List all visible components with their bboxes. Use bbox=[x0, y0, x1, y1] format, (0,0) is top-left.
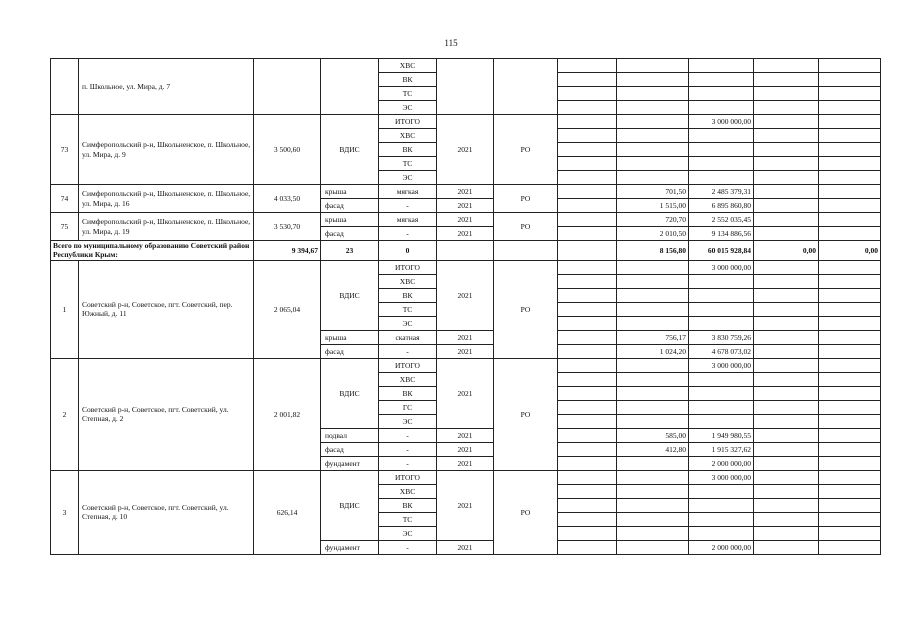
system-type-cell: ВК bbox=[379, 73, 437, 87]
system-type-cell: ТС bbox=[379, 512, 437, 526]
area-value-cell bbox=[617, 414, 689, 428]
area-value-cell bbox=[617, 101, 689, 115]
work-kind-cell: фундамент bbox=[321, 540, 379, 554]
extra-value-cell bbox=[754, 358, 819, 372]
row-number-cell: 73 bbox=[51, 115, 79, 185]
address-cell: Симферопольский р-н, Школьненское, п. Школьное, ул. Мира, д. 9 bbox=[79, 115, 254, 185]
extra-value-cell bbox=[819, 372, 881, 386]
blank-cell bbox=[558, 526, 617, 540]
address-cell: Симферопольский р-н, Школьненское, п. Школьное, ул. Мира, д. 16 bbox=[79, 185, 254, 213]
work-kind-cell: фасад bbox=[321, 227, 379, 241]
cost-value-cell bbox=[689, 302, 754, 316]
cost-value-cell bbox=[689, 372, 754, 386]
area-value-cell bbox=[617, 87, 689, 101]
method-cell: РО bbox=[494, 358, 558, 470]
area-value-cell bbox=[617, 274, 689, 288]
cost-value-cell bbox=[689, 414, 754, 428]
system-type-cell: - bbox=[379, 442, 437, 456]
extra-value-cell bbox=[754, 185, 819, 199]
extra-value-cell bbox=[819, 400, 881, 414]
cost-value-cell bbox=[689, 484, 754, 498]
year-cell: 2021 bbox=[437, 470, 494, 540]
blank-cell bbox=[558, 101, 617, 115]
year-cell: 2021 bbox=[437, 428, 494, 442]
building-area-cell: 2 001,82 bbox=[254, 358, 321, 470]
extra-value-cell bbox=[754, 498, 819, 512]
year-cell bbox=[437, 59, 494, 115]
blank-cell bbox=[558, 115, 617, 129]
extra-value-cell bbox=[754, 344, 819, 358]
blank-cell bbox=[558, 442, 617, 456]
system-type-cell: ЭС bbox=[379, 101, 437, 115]
extra-value-cell bbox=[819, 302, 881, 316]
system-type-cell: - bbox=[379, 540, 437, 554]
extra-value-cell bbox=[819, 101, 881, 115]
extra-value-cell bbox=[819, 484, 881, 498]
table-row bbox=[51, 213, 881, 227]
extra-value-cell bbox=[754, 512, 819, 526]
blank-cell bbox=[437, 241, 494, 261]
blank-cell bbox=[558, 484, 617, 498]
cost-value-cell bbox=[689, 59, 754, 73]
extra-value-cell bbox=[754, 540, 819, 554]
area-value-cell: 412,80 bbox=[617, 442, 689, 456]
page-number: 115 bbox=[444, 38, 458, 48]
system-type-cell: ЭС bbox=[379, 316, 437, 330]
blank-cell bbox=[558, 73, 617, 87]
table-row bbox=[51, 260, 881, 274]
blank-cell bbox=[558, 316, 617, 330]
cost-value-cell bbox=[689, 288, 754, 302]
work-kind-cell: фасад bbox=[321, 344, 379, 358]
system-type-cell: ВК bbox=[379, 288, 437, 302]
year-cell: 2021 bbox=[437, 260, 494, 330]
extra-value-cell bbox=[754, 372, 819, 386]
area-value-cell bbox=[617, 358, 689, 372]
total-zero-cell: 0 bbox=[379, 241, 437, 261]
extra-value-cell bbox=[819, 540, 881, 554]
extra-value-cell bbox=[819, 227, 881, 241]
year-cell: 2021 bbox=[437, 540, 494, 554]
area-value-cell bbox=[617, 302, 689, 316]
method-cell: РО bbox=[494, 260, 558, 358]
address-cell: Советский р-н, Советское, пгт. Советский, пер. Южный, д. 11 bbox=[79, 260, 254, 358]
year-cell: 2021 bbox=[437, 227, 494, 241]
row-number-cell: 75 bbox=[51, 213, 79, 241]
table-body bbox=[51, 59, 881, 555]
work-kind-cell: фундамент bbox=[321, 456, 379, 470]
blank-cell bbox=[558, 400, 617, 414]
blank-cell bbox=[558, 470, 617, 484]
system-type-cell: ЭС bbox=[379, 526, 437, 540]
extra-value-cell bbox=[819, 288, 881, 302]
work-kind-cell bbox=[321, 59, 379, 115]
extra-value-cell bbox=[754, 526, 819, 540]
blank-cell bbox=[494, 241, 558, 261]
blank-cell bbox=[558, 227, 617, 241]
extra-value-cell bbox=[754, 199, 819, 213]
extra-value-cell bbox=[819, 185, 881, 199]
work-kind-cell: ВДИС bbox=[321, 115, 379, 185]
year-cell: 2021 bbox=[437, 330, 494, 344]
cost-value-cell: 2 000 000,00 bbox=[689, 540, 754, 554]
extra-value-cell bbox=[819, 386, 881, 400]
extra-value-cell bbox=[754, 101, 819, 115]
area-value-cell: 1 515,00 bbox=[617, 199, 689, 213]
row-number-cell bbox=[51, 59, 79, 115]
blank-cell bbox=[558, 344, 617, 358]
extra-value-cell bbox=[819, 428, 881, 442]
system-type-cell: мягкая bbox=[379, 213, 437, 227]
blank-cell bbox=[558, 330, 617, 344]
system-type-cell: ХВС bbox=[379, 372, 437, 386]
extra-value-cell bbox=[819, 59, 881, 73]
blank-cell bbox=[558, 372, 617, 386]
year-cell: 2021 bbox=[437, 358, 494, 428]
area-value-cell bbox=[617, 540, 689, 554]
blank-cell bbox=[558, 185, 617, 199]
work-kind-cell: фасад bbox=[321, 199, 379, 213]
area-value-cell bbox=[617, 512, 689, 526]
total-area-sum-cell: 8 156,80 bbox=[617, 241, 689, 261]
system-type-cell: ВК bbox=[379, 498, 437, 512]
total-cost-cell: 60 015 928,84 bbox=[689, 241, 754, 261]
area-value-cell: 1 024,20 bbox=[617, 344, 689, 358]
extra-value-cell bbox=[754, 428, 819, 442]
area-value-cell bbox=[617, 73, 689, 87]
capital-repair-table bbox=[50, 58, 881, 555]
total-area-cell: 9 394,67 bbox=[254, 241, 321, 261]
year-cell: 2021 bbox=[437, 185, 494, 199]
work-kind-cell: ВДИС bbox=[321, 260, 379, 330]
extra-value-cell bbox=[819, 87, 881, 101]
year-cell: 2021 bbox=[437, 115, 494, 185]
blank-cell bbox=[558, 274, 617, 288]
extra-value-cell bbox=[819, 316, 881, 330]
year-cell: 2021 bbox=[437, 213, 494, 227]
blank-cell bbox=[558, 241, 617, 261]
area-value-cell bbox=[617, 129, 689, 143]
extra-value-cell bbox=[754, 414, 819, 428]
method-cell: РО bbox=[494, 470, 558, 554]
extra-value-cell bbox=[819, 470, 881, 484]
area-value-cell bbox=[617, 400, 689, 414]
extra-value-cell bbox=[819, 73, 881, 87]
extra-value-cell bbox=[754, 143, 819, 157]
year-cell: 2021 bbox=[437, 344, 494, 358]
extra-value-cell bbox=[819, 171, 881, 185]
building-area-cell: 3 500,60 bbox=[254, 115, 321, 185]
cost-value-cell: 9 134 886,56 bbox=[689, 227, 754, 241]
method-cell bbox=[494, 59, 558, 115]
area-value-cell: 585,00 bbox=[617, 428, 689, 442]
extra-value-cell bbox=[819, 414, 881, 428]
table-row bbox=[51, 115, 881, 129]
system-type-cell: ЭС bbox=[379, 171, 437, 185]
blank-cell bbox=[558, 540, 617, 554]
building-area-cell: 4 033,50 bbox=[254, 185, 321, 213]
area-value-cell: 2 010,50 bbox=[617, 227, 689, 241]
system-type-cell: ИТОГО bbox=[379, 260, 437, 274]
system-type-cell: ИТОГО bbox=[379, 115, 437, 129]
area-value-cell: 720,70 bbox=[617, 213, 689, 227]
extra-value-cell bbox=[819, 157, 881, 171]
cost-value-cell bbox=[689, 101, 754, 115]
method-cell: РО bbox=[494, 213, 558, 241]
extra-value-cell bbox=[819, 213, 881, 227]
cost-value-cell bbox=[689, 129, 754, 143]
system-type-cell: ИТОГО bbox=[379, 358, 437, 372]
cost-value-cell: 3 000 000,00 bbox=[689, 358, 754, 372]
cost-value-cell bbox=[689, 498, 754, 512]
blank-cell bbox=[558, 143, 617, 157]
extra-value-cell bbox=[754, 484, 819, 498]
total-extra-cell: 0,00 bbox=[754, 241, 819, 261]
cost-value-cell: 2 000 000,00 bbox=[689, 456, 754, 470]
address-cell: п. Школьное, ул. Мира, д. 7 bbox=[79, 59, 254, 115]
blank-cell bbox=[558, 512, 617, 526]
method-cell: РО bbox=[494, 115, 558, 185]
extra-value-cell bbox=[819, 260, 881, 274]
area-value-cell bbox=[617, 470, 689, 484]
system-type-cell: ВК bbox=[379, 143, 437, 157]
cost-value-cell bbox=[689, 400, 754, 414]
system-type-cell: ЭС bbox=[379, 414, 437, 428]
system-type-cell: ВК bbox=[379, 386, 437, 400]
extra-value-cell bbox=[754, 456, 819, 470]
cost-value-cell bbox=[689, 316, 754, 330]
cost-value-cell bbox=[689, 274, 754, 288]
area-value-cell: 756,17 bbox=[617, 330, 689, 344]
method-cell: РО bbox=[494, 185, 558, 213]
system-type-cell: скатная bbox=[379, 330, 437, 344]
area-value-cell bbox=[617, 372, 689, 386]
system-type-cell: ХВС bbox=[379, 129, 437, 143]
year-cell: 2021 bbox=[437, 442, 494, 456]
blank-cell bbox=[558, 456, 617, 470]
area-value-cell bbox=[617, 143, 689, 157]
system-type-cell: ХВС bbox=[379, 59, 437, 73]
extra-value-cell bbox=[754, 129, 819, 143]
address-cell: Советский р-н, Советское, пгт. Советский, ул. Степная, д. 10 bbox=[79, 470, 254, 554]
area-value-cell bbox=[617, 498, 689, 512]
building-area-cell bbox=[254, 59, 321, 115]
area-value-cell bbox=[617, 288, 689, 302]
blank-cell bbox=[558, 87, 617, 101]
cost-value-cell: 4 678 073,02 bbox=[689, 344, 754, 358]
system-type-cell: - bbox=[379, 456, 437, 470]
area-value-cell bbox=[617, 526, 689, 540]
total-row bbox=[51, 241, 881, 261]
year-cell: 2021 bbox=[437, 199, 494, 213]
cost-value-cell: 3 000 000,00 bbox=[689, 470, 754, 484]
extra-value-cell bbox=[819, 442, 881, 456]
extra-value-cell bbox=[819, 526, 881, 540]
work-kind-cell: крыша bbox=[321, 213, 379, 227]
blank-cell bbox=[558, 157, 617, 171]
system-type-cell: ХВС bbox=[379, 484, 437, 498]
work-kind-cell: крыша bbox=[321, 185, 379, 199]
extra-value-cell bbox=[754, 386, 819, 400]
system-type-cell: ТС bbox=[379, 157, 437, 171]
work-kind-cell: ВДИС bbox=[321, 358, 379, 428]
extra-value-cell bbox=[754, 442, 819, 456]
blank-cell bbox=[558, 213, 617, 227]
cost-value-cell: 1 949 980,55 bbox=[689, 428, 754, 442]
row-number-cell: 1 bbox=[51, 260, 79, 358]
extra-value-cell bbox=[819, 199, 881, 213]
blank-cell bbox=[558, 171, 617, 185]
blank-cell bbox=[558, 358, 617, 372]
extra-value-cell bbox=[754, 73, 819, 87]
extra-value-cell bbox=[754, 213, 819, 227]
blank-cell bbox=[558, 59, 617, 73]
cost-value-cell bbox=[689, 171, 754, 185]
extra-value-cell bbox=[754, 59, 819, 73]
blank-cell bbox=[558, 260, 617, 274]
table-row bbox=[51, 185, 881, 199]
extra-value-cell bbox=[754, 157, 819, 171]
extra-value-cell bbox=[819, 143, 881, 157]
cost-value-cell: 6 895 860,80 bbox=[689, 199, 754, 213]
extra-value-cell bbox=[819, 274, 881, 288]
table-row bbox=[51, 470, 881, 484]
area-value-cell bbox=[617, 456, 689, 470]
extra-value-cell bbox=[819, 115, 881, 129]
blank-cell bbox=[558, 428, 617, 442]
cost-value-cell: 2 552 035,45 bbox=[689, 213, 754, 227]
total-count-cell: 23 bbox=[321, 241, 379, 261]
row-number-cell: 2 bbox=[51, 358, 79, 470]
total-extra-cell: 0,00 bbox=[819, 241, 881, 261]
system-type-cell: - bbox=[379, 199, 437, 213]
extra-value-cell bbox=[819, 330, 881, 344]
system-type-cell: ХВС bbox=[379, 274, 437, 288]
extra-value-cell bbox=[754, 274, 819, 288]
extra-value-cell bbox=[754, 288, 819, 302]
blank-cell bbox=[558, 129, 617, 143]
system-type-cell: - bbox=[379, 227, 437, 241]
extra-value-cell bbox=[754, 400, 819, 414]
cost-value-cell: 3 830 759,26 bbox=[689, 330, 754, 344]
extra-value-cell bbox=[819, 129, 881, 143]
cost-value-cell bbox=[689, 73, 754, 87]
extra-value-cell bbox=[819, 512, 881, 526]
building-area-cell: 3 530,70 bbox=[254, 213, 321, 241]
area-value-cell bbox=[617, 115, 689, 129]
cost-value-cell bbox=[689, 512, 754, 526]
area-value-cell bbox=[617, 171, 689, 185]
cost-value-cell: 3 000 000,00 bbox=[689, 260, 754, 274]
address-cell: Симферопольский р-н, Школьненское, п. Школьное, ул. Мира, д. 19 bbox=[79, 213, 254, 241]
row-number-cell: 74 bbox=[51, 185, 79, 213]
system-type-cell: ТС bbox=[379, 302, 437, 316]
cost-value-cell bbox=[689, 87, 754, 101]
extra-value-cell bbox=[819, 358, 881, 372]
blank-cell bbox=[558, 414, 617, 428]
extra-value-cell bbox=[754, 316, 819, 330]
extra-value-cell bbox=[754, 470, 819, 484]
table-row bbox=[51, 358, 881, 372]
row-number-cell: 3 bbox=[51, 470, 79, 554]
system-type-cell: ТС bbox=[379, 87, 437, 101]
blank-cell bbox=[558, 199, 617, 213]
building-area-cell: 626,14 bbox=[254, 470, 321, 554]
cost-value-cell bbox=[689, 143, 754, 157]
building-area-cell: 2 065,04 bbox=[254, 260, 321, 358]
extra-value-cell bbox=[754, 260, 819, 274]
cost-value-cell bbox=[689, 157, 754, 171]
table-row bbox=[51, 59, 881, 73]
work-kind-cell: подвал bbox=[321, 428, 379, 442]
extra-value-cell bbox=[754, 302, 819, 316]
extra-value-cell bbox=[819, 498, 881, 512]
system-type-cell: ГС bbox=[379, 400, 437, 414]
blank-cell bbox=[558, 386, 617, 400]
extra-value-cell bbox=[819, 456, 881, 470]
blank-cell bbox=[558, 498, 617, 512]
area-value-cell bbox=[617, 316, 689, 330]
area-value-cell bbox=[617, 260, 689, 274]
total-label: Всего по муниципальному образованию Советский район Республики Крым: bbox=[51, 241, 254, 261]
work-kind-cell: ВДИС bbox=[321, 470, 379, 540]
system-type-cell: мягкая bbox=[379, 185, 437, 199]
cost-value-cell: 2 485 379,31 bbox=[689, 185, 754, 199]
extra-value-cell bbox=[819, 344, 881, 358]
area-value-cell: 701,50 bbox=[617, 185, 689, 199]
work-kind-cell: фасад bbox=[321, 442, 379, 456]
address-cell: Советский р-н, Советское, пгт. Советский, ул. Степная, д. 2 bbox=[79, 358, 254, 470]
year-cell: 2021 bbox=[437, 456, 494, 470]
extra-value-cell bbox=[754, 115, 819, 129]
blank-cell bbox=[558, 288, 617, 302]
cost-value-cell: 3 000 000,00 bbox=[689, 115, 754, 129]
system-type-cell: ИТОГО bbox=[379, 470, 437, 484]
extra-value-cell bbox=[754, 227, 819, 241]
work-kind-cell: крыша bbox=[321, 330, 379, 344]
system-type-cell: - bbox=[379, 344, 437, 358]
area-value-cell bbox=[617, 386, 689, 400]
cost-value-cell bbox=[689, 386, 754, 400]
blank-cell bbox=[558, 302, 617, 316]
cost-value-cell: 1 915 327,62 bbox=[689, 442, 754, 456]
extra-value-cell bbox=[754, 171, 819, 185]
area-value-cell bbox=[617, 59, 689, 73]
extra-value-cell bbox=[754, 87, 819, 101]
area-value-cell bbox=[617, 157, 689, 171]
extra-value-cell bbox=[754, 330, 819, 344]
area-value-cell bbox=[617, 484, 689, 498]
cost-value-cell bbox=[689, 526, 754, 540]
system-type-cell: - bbox=[379, 428, 437, 442]
